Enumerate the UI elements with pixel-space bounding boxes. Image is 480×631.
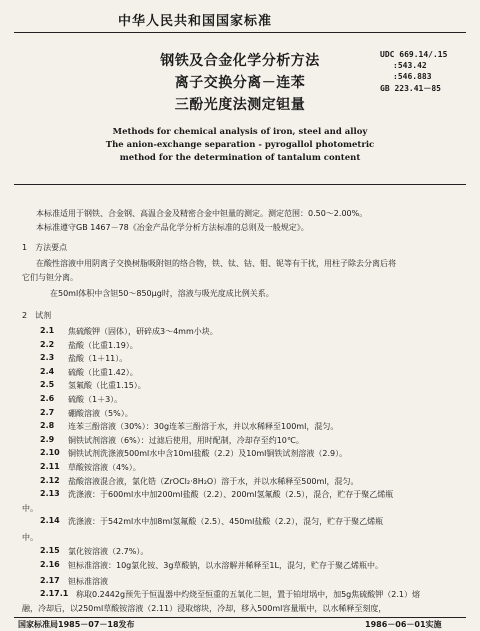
reagent-number: 2.2	[40, 339, 55, 349]
section-1-heading: 1 方法要点	[22, 243, 68, 252]
english-title-line-1: Methods for chemical analysis of iron, steel and alloy	[112, 127, 368, 137]
title-line-2: 离子交换分离－连苯	[174, 75, 306, 91]
reagent-number: 2.10	[40, 448, 60, 458]
section-1-paragraph-1-cont: 它们与钽分离。	[22, 273, 78, 282]
reagent-text: 氯化铵溶液（2.7%）。	[68, 547, 149, 556]
intro-paragraph-1: 本标准适用于钢铁、合金钢、高温合金及精密合金中钽量的测定。测定范围：0.50～2.00%。	[36, 209, 368, 218]
udc-line-1: UDC 669.14/.15	[380, 50, 448, 59]
reagent-number: 2.13	[40, 489, 60, 499]
title-line-1: 钢铁及合金化学分析方法	[160, 53, 320, 69]
reagent-number: 2.1	[40, 326, 55, 335]
reagent-number: 2.16	[40, 559, 60, 569]
reagent-number: 2.17	[40, 575, 60, 585]
reagent-number: 2.6	[40, 394, 55, 403]
reagent-number: 2.17.1	[40, 589, 69, 599]
section-2-heading: 2 试剂	[22, 311, 52, 320]
reagent-number: 2.11	[40, 462, 60, 471]
standard-header: 中华人民共和国国家标准	[118, 14, 273, 29]
footer-rule	[14, 617, 466, 618]
reagent-text: 钽标准溶液	[68, 576, 108, 586]
reagent-number: 2.3	[40, 353, 55, 363]
reagent-text: 盐酸溶液混合液，氯化锆（ZrOCl₂·8H₂O）溶于水，并以水稀释至500ml，混匀。	[68, 476, 359, 486]
reagent-text: 中。	[22, 503, 38, 513]
reagent-text: 洗涤液：于542ml水中加8ml氢氟酸（2.5）、450ml盐酸（2.2），混匀，贮存于聚乙烯瓶	[68, 517, 384, 527]
intro-paragraph-2: 本标准遵守GB 1467－78《冶金产品化学分析方法标准的总则及一般规定》。	[36, 223, 309, 232]
reagent-text: 盐酸（1＋11）。	[68, 354, 128, 364]
reagent-text: 连苯三酚溶液（30%）：30g连苯三酚溶于水，并以水稀释至100ml，混匀。	[68, 422, 339, 432]
reagent-number: 2.12	[40, 475, 60, 485]
section-1-paragraph-2: 在50ml体积中含钽50～850μg时，溶液与吸光度成比例关系。	[50, 289, 274, 298]
reagent-text: 钽标准溶液：10g氯化铵、3g草酸钠，以水溶解并稀释至1L，混匀，贮存于聚乙烯瓶中。	[68, 560, 383, 570]
reagent-text: 硫酸（1＋3）。	[68, 395, 123, 404]
reagent-text: 洗涤液：于600ml水中加200ml盐酸（2.2）、200ml氢氟酸（2.5），混合，贮存于聚乙烯瓶	[68, 490, 394, 500]
section-1-paragraph-1: 在酸性溶液中用阴离子交换树脂吸附钽的络合物，铁、钛、钴、钼、铌等有干扰，用柱子除去分离后将	[36, 259, 396, 268]
reagent-text: 氢氟酸（比重1.15）。	[68, 381, 146, 391]
reagent-text: 草酸铵溶液（4%）。	[68, 463, 141, 472]
reagent-text: 称取0.2442g预先于恒温器中灼烧至恒重的五氧化二钽，置于铂坩埚中，加5g焦硫酸钾（2.1）熔	[76, 590, 420, 600]
title-rule	[14, 184, 466, 185]
gb-number: GB 223.41－85	[380, 84, 441, 93]
reagent-text: 融，冷却后，以250ml草酸铵溶液（2.11）浸取熔块，冷却，移入500ml容量瓶中，以水稀释至刻度，	[22, 603, 387, 613]
reagent-number: 2.15	[40, 546, 60, 555]
reagent-number: 2.8	[40, 421, 55, 431]
reagent-text: 中。	[22, 533, 38, 543]
reagent-text: 硼酸溶液（5%）。	[68, 408, 133, 418]
reagent-number: 2.4	[40, 366, 55, 376]
header-rule	[14, 32, 466, 33]
reagent-text: 铜铁试剂洗涤液500ml水中含10ml盐酸（2.2）及10ml铜铁试剂溶液（2.9）。	[68, 449, 348, 459]
effective-date: 1986－06－01实施	[365, 620, 442, 629]
issue-date: 国家标准局1985－07－18发布	[18, 620, 135, 629]
english-title-line-3: method for the determination of tantalum content	[119, 153, 361, 163]
reagent-text: 铜铁试剂溶液（6%）：过滤后使用，用时配制，冷却存至约10℃。	[68, 435, 304, 445]
reagent-number: 2.5	[40, 380, 55, 390]
reagent-text: 硫酸（比重1.42）。	[68, 367, 138, 377]
reagent-text: 焦硫酸钾（固体），研碎成3～4mm小块。	[68, 327, 218, 336]
reagent-number: 2.14	[40, 516, 60, 526]
udc-line-3: :546.883	[393, 72, 432, 81]
reagent-number: 2.9	[40, 434, 55, 444]
reagent-number: 2.7	[40, 407, 55, 417]
english-title-line-2: The anion-exchange separation - pyrogallol photometric	[105, 140, 375, 150]
title-line-3: 三酚光度法测定钽量	[174, 97, 306, 113]
udc-line-2: :543.42	[393, 61, 427, 70]
reagent-text: 盐酸（比重1.19）。	[68, 340, 138, 350]
